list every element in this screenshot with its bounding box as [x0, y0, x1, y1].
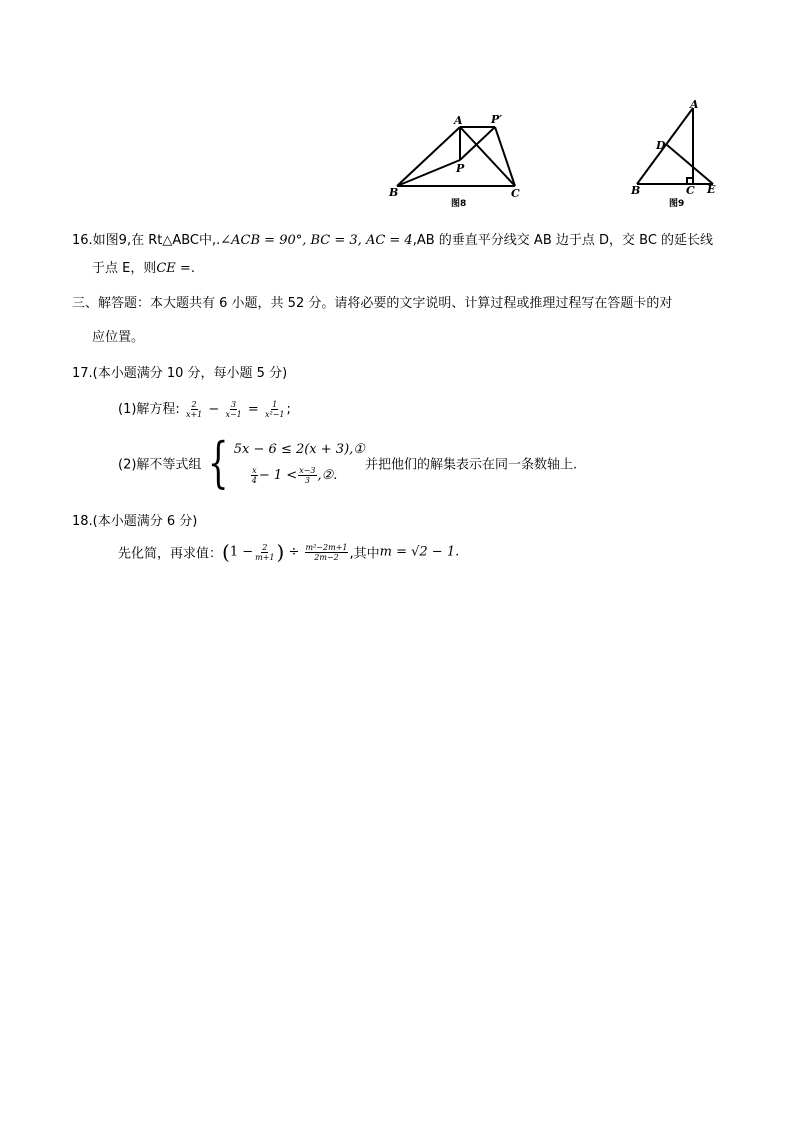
label-b: B: [631, 184, 641, 197]
figure-9-diagram: [625, 98, 725, 213]
label-a: A: [454, 114, 463, 127]
fraction: $\frac{3}{x-1}$: [225, 400, 242, 419]
question-16-line-2: 于点 E，则CE =.: [92, 261, 195, 276]
question-18-expression: 先化简，再求值：(1 − $\frac{2}{m+1}$ ) ÷ $\frac{\text{m²−2m+1}}{2m-2}$ ,其中m = √2 − 1.: [118, 540, 460, 564]
question-16-line-1: 16.如图9,在 Rt△ABC中,.∠ACB = 90°, BC = 3, AC = 4,AB 的垂直平分线交 AB 边于点 D，交 BC 的延长线: [72, 233, 714, 248]
inequality-system: [201, 431, 365, 494]
label-b: B: [389, 186, 399, 199]
label-e: E: [707, 183, 716, 196]
question-18-header: 18.(本小题满分 6 分): [72, 514, 198, 529]
label-p: P: [456, 162, 465, 175]
fraction: $\frac{\text{m²−2m+1}}{2m-2}$: [305, 542, 348, 562]
figure-9-caption: 图9: [669, 199, 685, 209]
label-c: C: [511, 187, 520, 200]
question-17-part-1: (1)解方程: $\frac{2}{x+1}$ − $\frac{3}{x-1}$ = $\frac{1}{\text{x²−1}}$ ;: [118, 400, 291, 419]
inequality-1: 5x − 6 ≤ 2(x + 3),①: [233, 442, 365, 457]
fraction: $\frac{2}{x+1}$: [185, 400, 203, 419]
label-a: A: [690, 98, 699, 111]
question-17-part-2: (2)解不等式组 { 5x − 6 ≤ 2(x + 3),① $\frac{x}{4}$ − 1 < $\frac{x-3}{3}$ ,②. 并把他们的解集表示在同一条数轴上.: [118, 431, 578, 494]
section-3-line-2: 应位置。: [92, 330, 145, 345]
fraction: $\frac{1}{\text{x²−1}}$: [264, 400, 285, 419]
figure-8-caption: 图8: [451, 199, 467, 209]
figure-8-diagram: [385, 110, 535, 212]
fraction: $\frac{2}{m+1}$: [255, 542, 275, 562]
figure-8: [385, 110, 535, 212]
label-d: D: [656, 139, 666, 152]
figure-9: [625, 98, 725, 213]
label-p-prime: P′: [491, 113, 503, 126]
section-3-line-1: 三、解答题：本大题共有 6 小题，共 52 分。请将必要的文字说明、计算过程或推理过程写在答题卡的对: [72, 296, 673, 311]
question-17-header: 17.(本小题满分 10 分，每小题 5 分): [72, 366, 288, 381]
brace-icon: {: [208, 431, 229, 494]
label-c: C: [686, 184, 695, 197]
inequality-2: $\frac{x}{4}$ − 1 < $\frac{x-3}{3}$ ,②.: [251, 466, 338, 485]
